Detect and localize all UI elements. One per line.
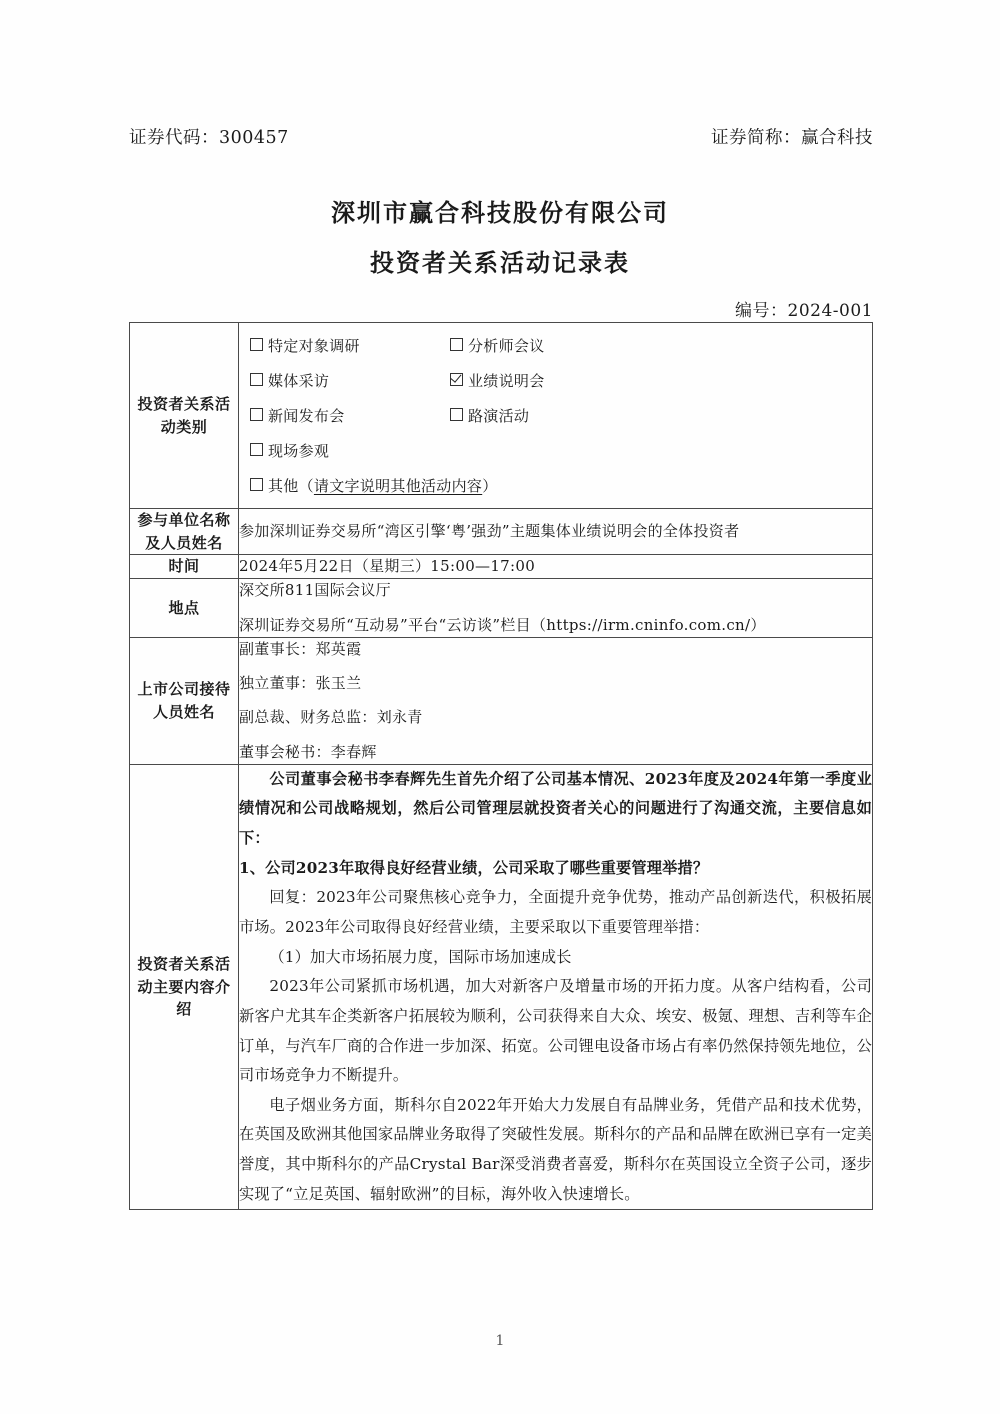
checkbox-icon[interactable]	[250, 338, 263, 351]
checkbox-label: 现场参观	[268, 442, 330, 460]
staff-line: 独立董事：张玉兰	[239, 674, 362, 692]
security-header	[129, 124, 873, 149]
checkbox-label: 特定对象调研	[268, 337, 360, 355]
page-number: 1	[495, 1333, 505, 1349]
checkbox-row	[250, 440, 872, 461]
content-subheading: （1）加大市场拓展力度，国际市场加速成长	[269, 947, 572, 966]
checkbox-option-roadshow[interactable]	[450, 405, 529, 426]
row-label-time: 时间	[130, 555, 239, 579]
checkbox-label: 业绩说明会	[468, 372, 545, 390]
staff-line: 董事会秘书：李春辉	[239, 742, 377, 761]
row-label-participants: 参与单位名称及人员姓名	[130, 509, 239, 555]
table-row-main-content	[130, 764, 873, 1210]
checkbox-label: 新闻发布会	[268, 407, 345, 425]
checkbox-checked-icon[interactable]	[450, 373, 463, 386]
place-value	[239, 579, 873, 638]
document-number: 编号：2024-001	[735, 301, 873, 321]
checkbox-icon[interactable]	[450, 338, 463, 351]
content-paragraph: 2023年公司紧抓市场机遇，加大对新客户及增量市场的开拓力度。从客户结构看，公司新客户尤其车企类新客户拓展较为顺利，公司获得来自大众、埃安、极氪、理想、吉利等车企订单，与汽车厂商的合作进一步加深、拓宽。公司锂电设备市场占有率仍然保持领先地位，公司市场竞争力不断提升。	[239, 977, 872, 1085]
checkbox-icon[interactable]	[250, 408, 263, 421]
table-row-activity-type	[130, 323, 873, 509]
time-value: 2024年5月22日（星期三）15:00—17:00	[239, 555, 873, 579]
checkbox-option-analyst-meeting[interactable]	[450, 335, 545, 356]
other-prefix: 其他（	[268, 477, 314, 495]
other-description-blank[interactable]: 请文字说明其他活动内容	[313, 477, 483, 495]
content-paragraph: 电子烟业务方面，斯科尔自2022年开始大力发展自有品牌业务，凭借产品和技术优势，在英国及欧洲其他国家品牌业务取得了突破性发展。斯科尔的产品和品牌在欧洲已享有一定美誉度，其中斯科尔的产品Crystal Bar深受消费者喜爱，斯科尔在英国设立全资子公司，逐步实现了“立足英国、辐射欧洲”的目标，海外收入快速增长。	[239, 1095, 872, 1203]
main-content-value	[239, 764, 873, 1210]
content-paragraph: 回复：2023年公司聚焦核心竞争力，全面提升竞争优势，推动产品创新迭代，积极拓展市场。2023年公司取得良好经营业绩，主要采取以下重要管理举措：	[239, 888, 872, 936]
content-question-1: 1、公司2023年取得良好经营业绩，公司采取了哪些重要管理举措？	[239, 858, 709, 877]
security-code: 证券代码：300457	[129, 128, 289, 148]
checkbox-row	[250, 370, 872, 391]
place-line-2: 深圳证券交易所“互动易”平台“云访谈”栏目（https://irm.cninfo.com.cn/）	[239, 615, 766, 634]
table-row-participants	[130, 509, 873, 555]
participants-value: 参加深圳证券交易所“湾区引擎‘粤’强劲”主题集体业绩说明会的全体投资者	[239, 509, 873, 555]
checkbox-icon[interactable]	[250, 443, 263, 456]
staff-line: 副总裁、财务总监：刘永青	[239, 708, 423, 727]
checkbox-icon[interactable]	[250, 478, 263, 491]
staff-line: 副董事长：郑英霞	[239, 639, 362, 658]
checkbox-label: 分析师会议	[468, 337, 545, 355]
row-label-place: 地点	[130, 579, 239, 638]
checkbox-label: 路演活动	[468, 407, 530, 425]
table-row-place	[130, 579, 873, 638]
checkbox-option-other[interactable]	[250, 475, 498, 496]
place-line-1: 深交所811国际会议厅	[239, 581, 391, 600]
reception-staff-value	[239, 637, 873, 764]
checkbox-option-earnings-briefing[interactable]	[450, 370, 545, 391]
company-title: 深圳市赢合科技股份有限公司	[331, 198, 669, 227]
checkbox-icon[interactable]	[250, 373, 263, 386]
table-row-time	[130, 555, 873, 579]
row-label-main-content: 投资者关系活动主要内容介绍	[130, 764, 239, 1210]
row-label-activity-type: 投资者关系活动类别	[130, 323, 239, 509]
checkbox-option-specific-research[interactable]	[250, 335, 450, 356]
checkbox-option-media-interview[interactable]	[250, 370, 450, 391]
checkbox-row	[250, 335, 872, 356]
checkbox-option-press-conference[interactable]	[250, 405, 450, 426]
activity-type-options	[239, 323, 873, 509]
security-short-name: 证券简称：赢合科技	[711, 128, 873, 148]
investor-relations-table	[129, 322, 873, 1210]
content-paragraph: 公司董事会秘书李春辉先生首先介绍了公司基本情况、2023年度及2024年第一季度业绩情况和公司战略规划，然后公司管理层就投资者关心的问题进行了沟通交流，主要信息如下：	[239, 769, 872, 848]
page-title: 投资者关系活动记录表	[370, 248, 630, 277]
row-label-reception-staff: 上市公司接待人员姓名	[130, 637, 239, 764]
checkbox-row	[250, 405, 872, 426]
table-row-reception-staff	[130, 637, 873, 764]
checkbox-row-other	[250, 475, 872, 496]
checkbox-option-site-visit[interactable]	[250, 440, 450, 461]
checkbox-label: 媒体采访	[268, 372, 330, 390]
checkbox-icon[interactable]	[450, 408, 463, 421]
other-suffix: ）	[482, 477, 498, 495]
